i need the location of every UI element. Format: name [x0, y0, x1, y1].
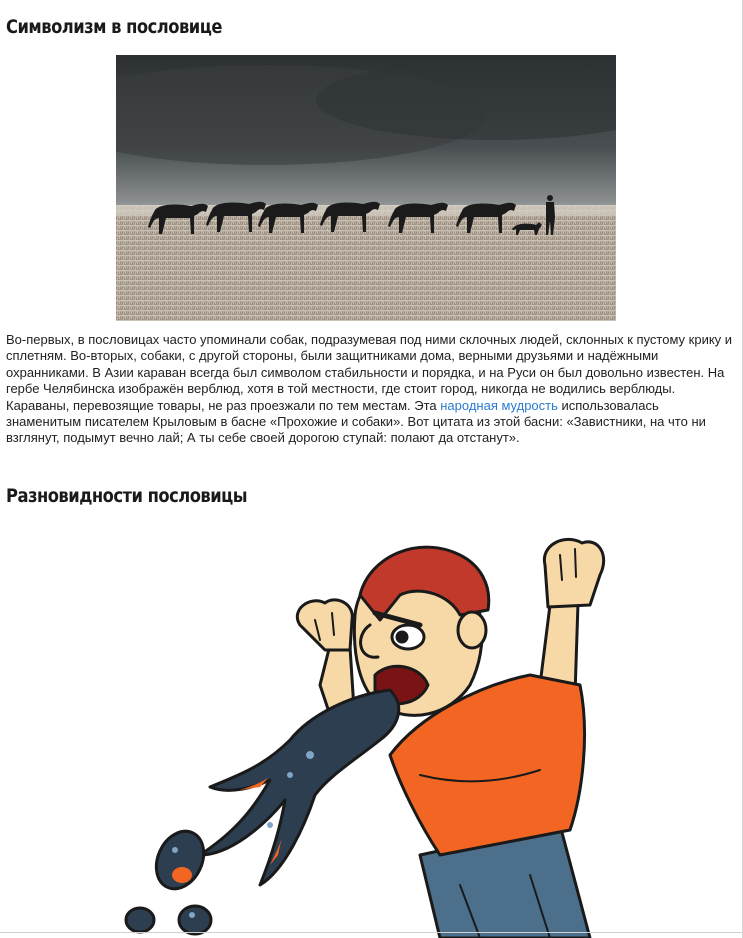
bottom-divider: [0, 932, 743, 933]
shouting-man-illustration: [120, 525, 620, 938]
folk-wisdom-link[interactable]: народная мудрость: [440, 397, 558, 413]
article-paragraph: [6, 332, 734, 447]
paragraph-text-start: Во-первых, в пословицах часто упоминали собак, подразумевая под ними склочных людей, склонных к пустому крику и сплетням. Во-вторых, собаки, с другой стороны, были защитниками дома, верными друзьями и надёжными охранниками. В Азии караван всегда был символом стабильности и порядка, и на Руси он был довольно известен. На гербе Челябинска изображён верблюд, хотя в той местности, где стоит город, никогда не водились верблюды. Караваны, перевозящие товары, не раз проезжали по тем местам. Эта: [6, 332, 733, 413]
section-heading-symbolism: Символизм в пословице: [6, 16, 222, 38]
paragraph-text-end: использовалась знаменитым писателем Крыловым в басне «Прохожие и собаки». Вот цитата из этой басни: «Завистники, на что ни взглянут, подымут вечно лай; А ты себе своей дорогою ступай: полают да отстанут».: [6, 397, 706, 446]
caravan-photo: [116, 55, 616, 321]
section-heading-varieties: Разновидности пословицы: [6, 485, 248, 507]
